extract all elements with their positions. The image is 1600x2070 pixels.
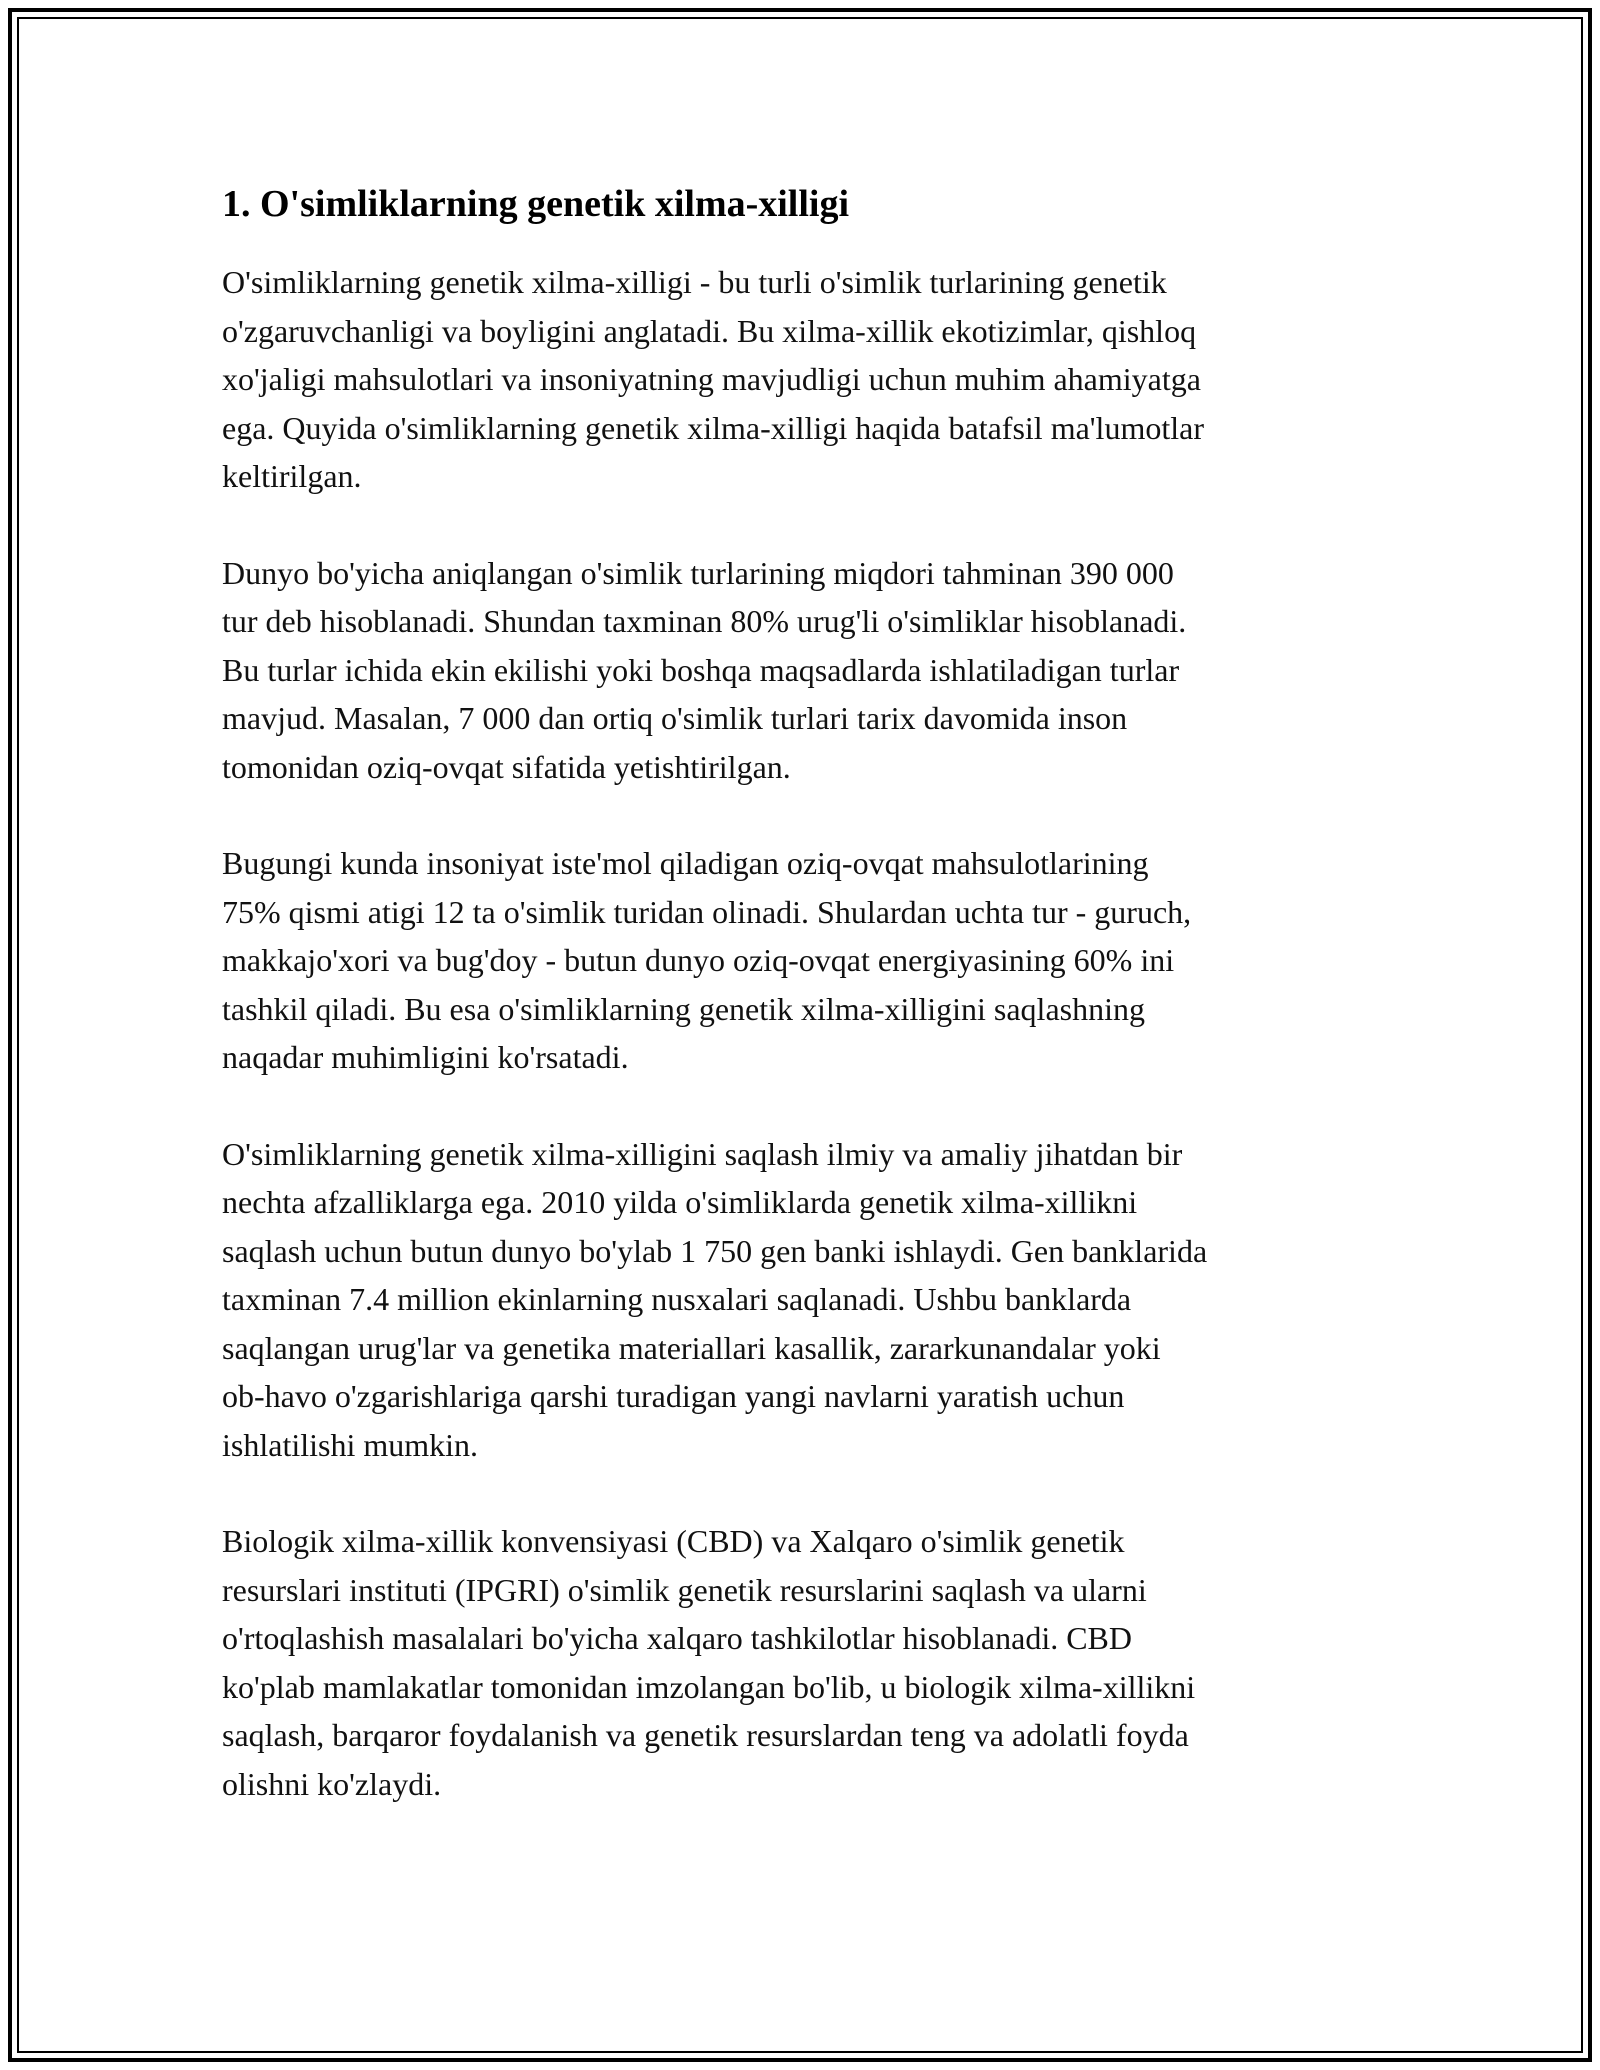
document-title: 1. O'simliklarning genetik xilma-xilligi xyxy=(222,183,850,225)
paragraph-1: O'simliklarning genetik xilma-xilligi - bu turli o'simlik turlarining genetik o'zgaruvchanligi va boyligini anglatadi. Bu xilma-xillik ekotizimlar, qishloq xo'jaligi mahsulotlari va insoniyatning mavjudligi uchun muhim ahamiyatga ega. Quyida o'simliklarning genetik xilma-xilligi haqida batafsil ma'lumotlar keltirilgan. xyxy=(222,264,1204,494)
paragraph-4: O'simliklarning genetik xilma-xilligini saqlash ilmiy va amaliy jihatdan bir nechta afzalliklarga ega. 2010 yilda o'simliklarda genetik xilma-xillikni saqlash uchun butun dunyo bo'ylab 1 750 gen banki ishlaydi. Gen banklarida taxminan 7.4 million ekinlarning nusxalari saqlanadi. Ushbu banklarda saqlangan urug'lar va genetika materiallari kasallik, zararkunandalar yoki ob-havo o'zgarishlariga qarshi turadigan yangi navlarni yaratish uchun ishlatilishi mumkin. xyxy=(222,1135,1208,1463)
document-body xyxy=(222,178,1382,1856)
paragraph-2: Dunyo bo'yicha aniqlangan o'simlik turlarining miqdori tahminan 390 000 tur deb hisoblanadi. Shundan taxminan 80% urug'li o'simliklar hisoblanadi. Bu turlar ichida ekin ekilishi yoki boshqa maqsadlarda ishlatiladigan turlar mavjud. Masalan, 7 000 dan ortiq o'simlik turlari tarix davomida inson tomonidan oziq-ovqat sifatida yetishtirilgan. xyxy=(222,554,1187,785)
paragraph-5: Biologik xilma-xillik konvensiyasi (CBD) va Xalqaro o'simlik genetik resurslari instituti (IPGRI) o'simlik genetik resurslarini saqlash va ularni o'rtoqlashish masalalari bo'yicha xalqaro tashkilotlar hisoblanadi. CBD ko'plab mamlakatlar tomonidan imzolangan bo'lib, u biologik xilma-xillikni saqlash, barqaror foydalanish va genetik resurslardan teng va adolatli foyda olishni ko'zlaydi. xyxy=(222,1523,1196,1802)
paragraph-3: Bugungi kunda insoniyat iste'mol qiladigan oziq-ovqat mahsulotlarining 75% qismi atigi 12 ta o'simlik turidan olinadi. Shulardan uchta tur - guruch, makkajo'xori va bug'doy - butun dunyo oziq-ovqat energiyasining 60% ini tashkil qiladi. Bu esa o'simliklarning genetik xilma-xilligini saqlashning naqadar muhimligini ko'rsatadi. xyxy=(222,845,1192,1075)
